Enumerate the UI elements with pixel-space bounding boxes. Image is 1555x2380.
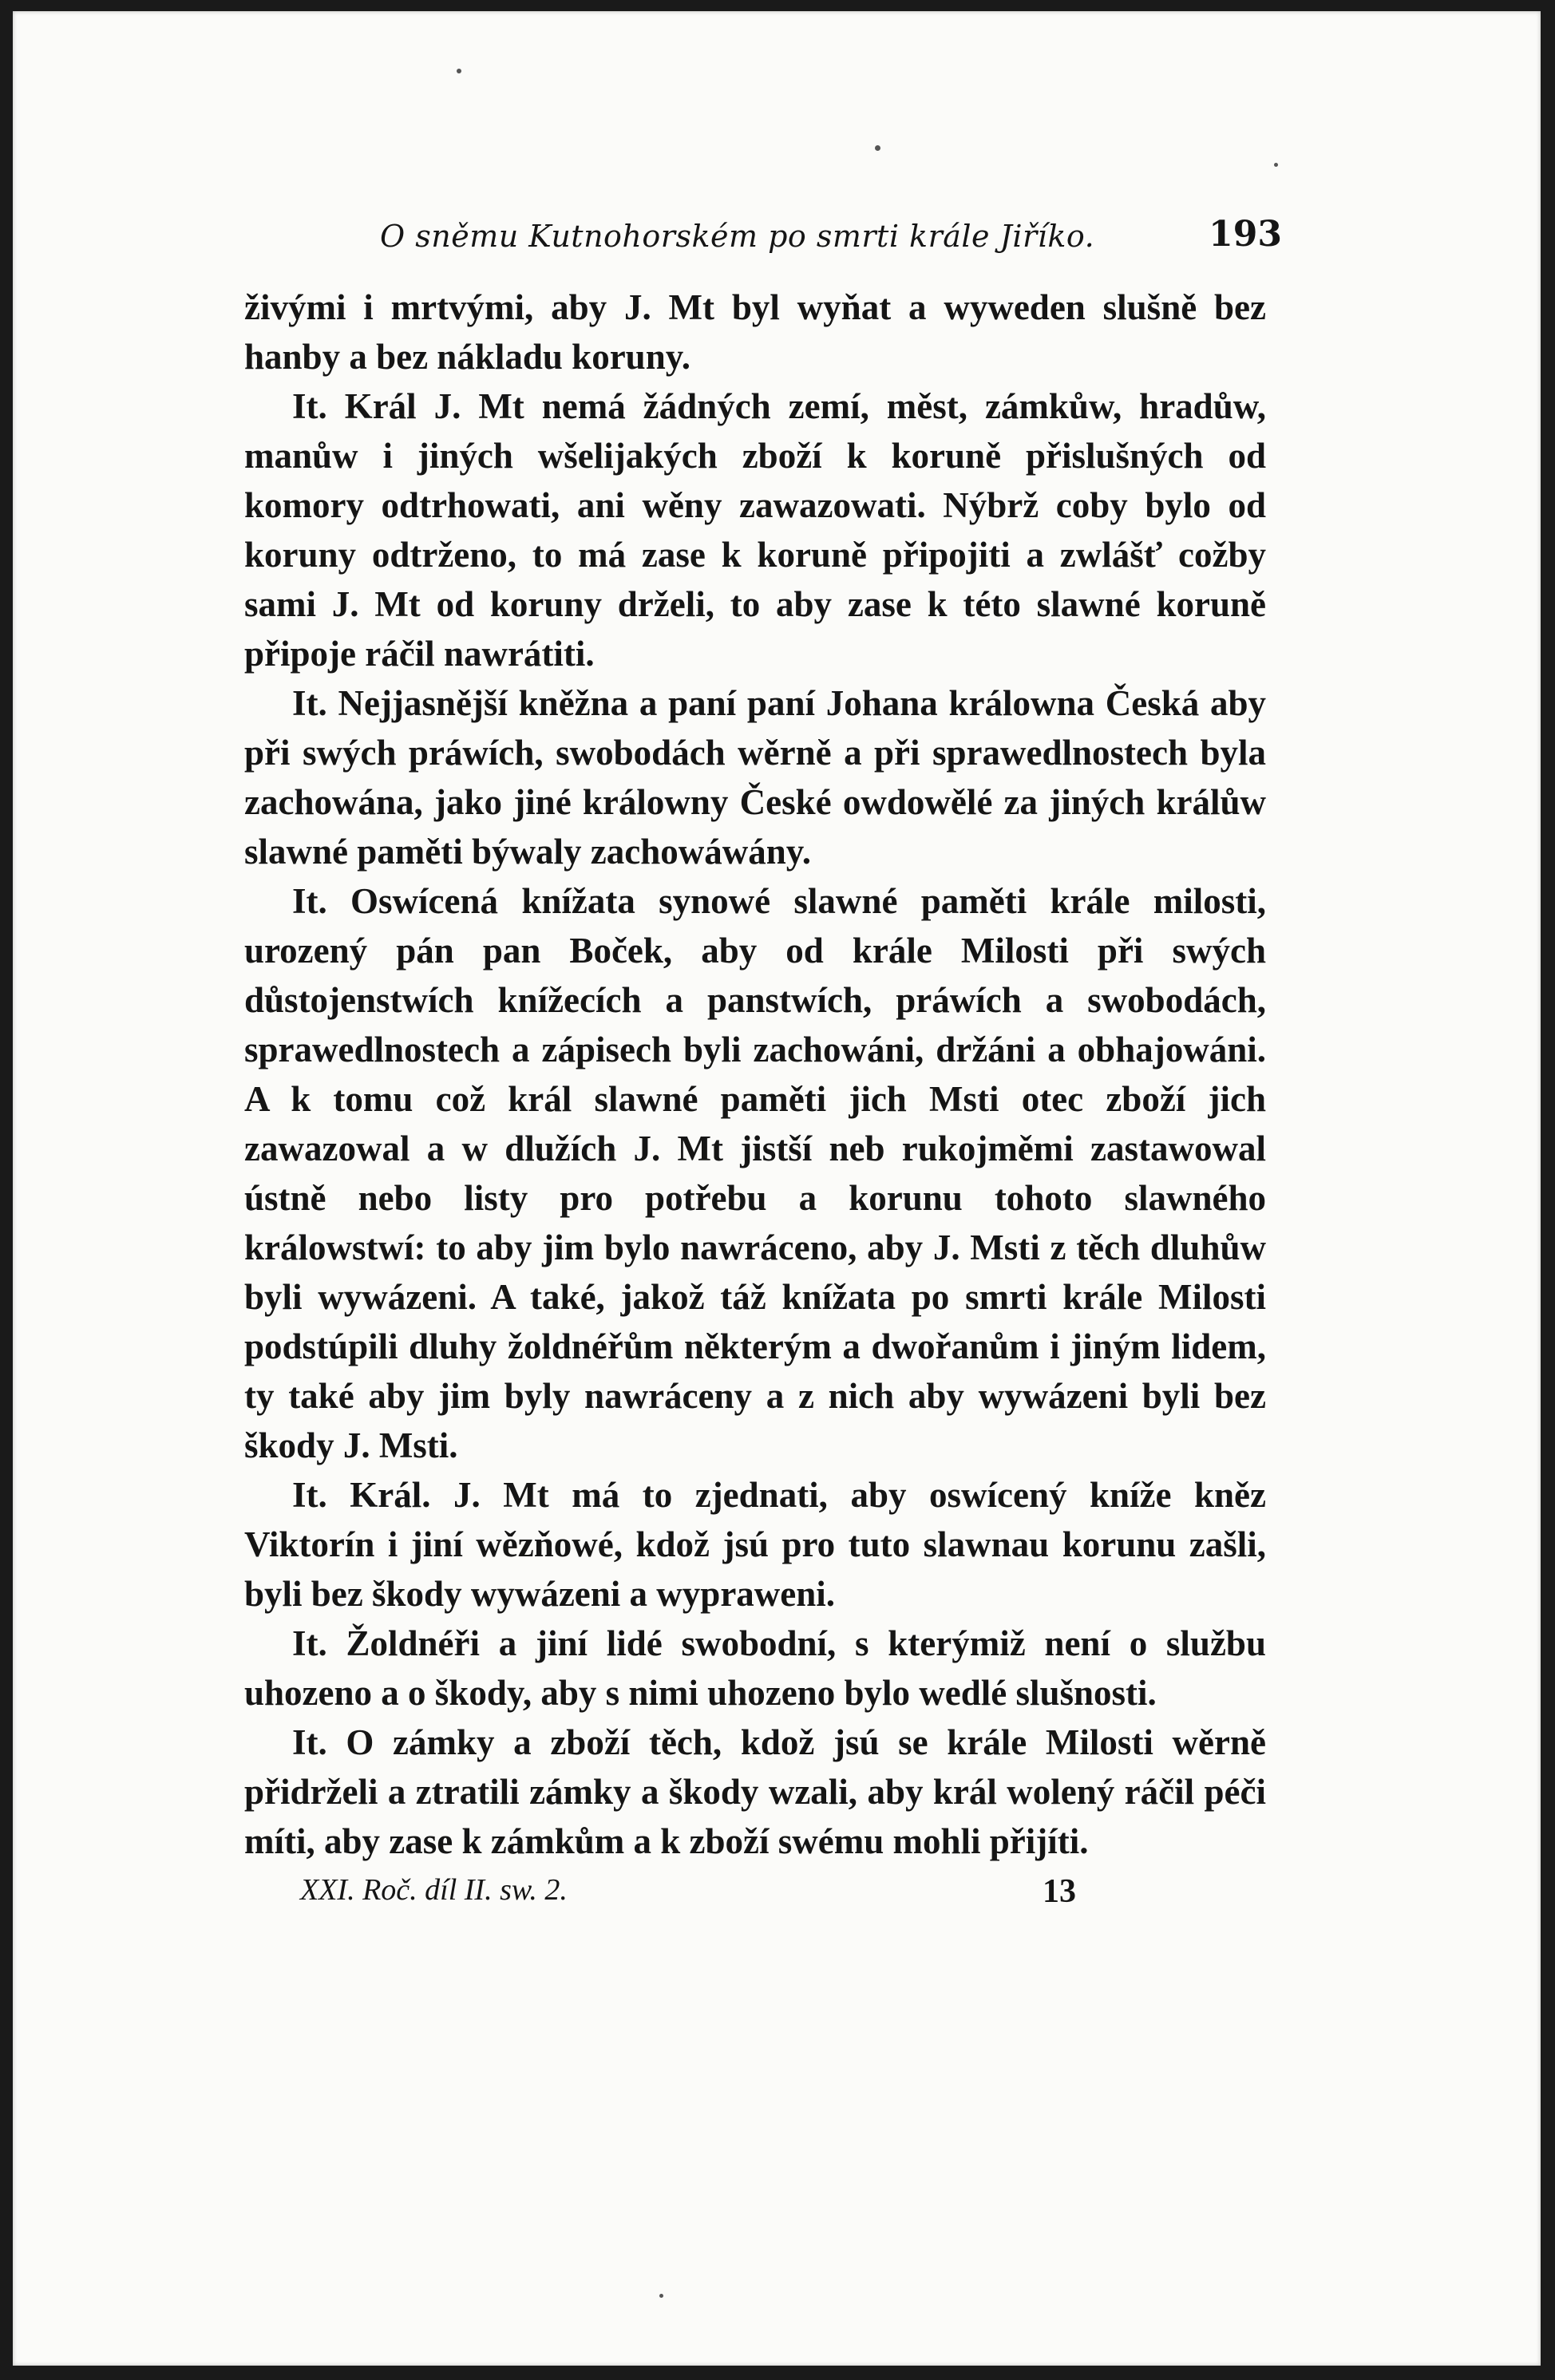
page-footer (244, 1872, 1266, 1920)
paragraph: živými i mrtvými, aby J. Mt byl wyňat a wyweden slušně bez hanby a bez nákladu koruny. (244, 287, 1266, 377)
running-title: O sněmu Kutnohorském po smrti krále Jiříko. (380, 219, 1095, 254)
paragraph: It. Nejjasnější kněžna a paní paní Johana králowna Česká aby při swých práwích, swobodách wěrně a při sprawedlnostech byla zachowána, jako jiné králowny České owdowělé za jiných králůw slawné paměti býwaly zachowáwány. (244, 683, 1266, 872)
printer-signature: XXI. Roč. díl II. sw. 2. (300, 1873, 568, 1907)
paper-speck (875, 145, 880, 151)
paper-speck (1274, 163, 1278, 167)
paragraph: It. O zámky a zboží těch, kdož jsú se krále Milosti wěrně přidrželi a ztratili zámky a škody wzali, aby král wolený ráčil péči míti, aby zase k zámkům a k zboží swému mohli přijíti. (244, 1722, 1266, 1861)
paragraph: It. Oswícená knížata synowé slawné paměti krále milosti, urozený pán pan Boček, aby od krále Milosti při swých důstojenstwích knížecích a panstwích, práwích a swobodách, sprawedlnostech a zápisech byli zachowáni, držáni a obhajowáni. A k tomu což král slawné paměti jich Msti otec zboží jich zawazowal a w dlužích J. Mt jistší neb rukojměmi zastawowal ústně nebo listy pro potřebu a korunu tohoto slawného králowstwí: to aby jim bylo nawráceno, aby J. Msti z těch dluhůw byli wywázeni. A také, jakož táž knížata po smrti krále Milosti podstúpili dluhy žoldnéřům některým a dwořanům i jiným lidem, ty také aby jim byly nawráceny a z nich aby wywázeni byli bez škody J. Msti. (244, 881, 1266, 1465)
sheet-number: 13 (1043, 1873, 1076, 1910)
paper-speck (659, 2294, 663, 2298)
page-content (244, 211, 1282, 1920)
paragraph: It. Král J. Mt nemá žádných zemí, měst, zámkůw, hradůw, manůw i jiných wšelijakých zboží k koruně přislušných od komory odtrhowati, ani wěny zawazowati. Nýbrž coby bylo od koruny odtrženo, to má zase k koruně připojiti a zwlášť cožby sami J. Mt od koruny drželi, to aby zase k této slawné koruně připoje ráčil nawrátiti. (244, 386, 1266, 674)
paragraph: It. Král. J. Mt má to zjednati, aby oswícený kníže kněz Viktorín i jiní wězňowé, kdož jsú pro tuto slawnau korunu zašli, byli bez škody wywázeni a wypraweni. (244, 1475, 1266, 1614)
book-page (13, 11, 1541, 2366)
paper-speck (457, 69, 461, 73)
running-header (244, 211, 1282, 262)
body-text (244, 283, 1266, 1866)
page-number: 193 (1209, 214, 1282, 255)
paragraph: It. Žoldnéři a jiní lidé swobodní, s kterýmiž není o službu uhozeno a o škody, aby s nimi uhozeno bylo wedlé slušnosti. (244, 1623, 1266, 1713)
